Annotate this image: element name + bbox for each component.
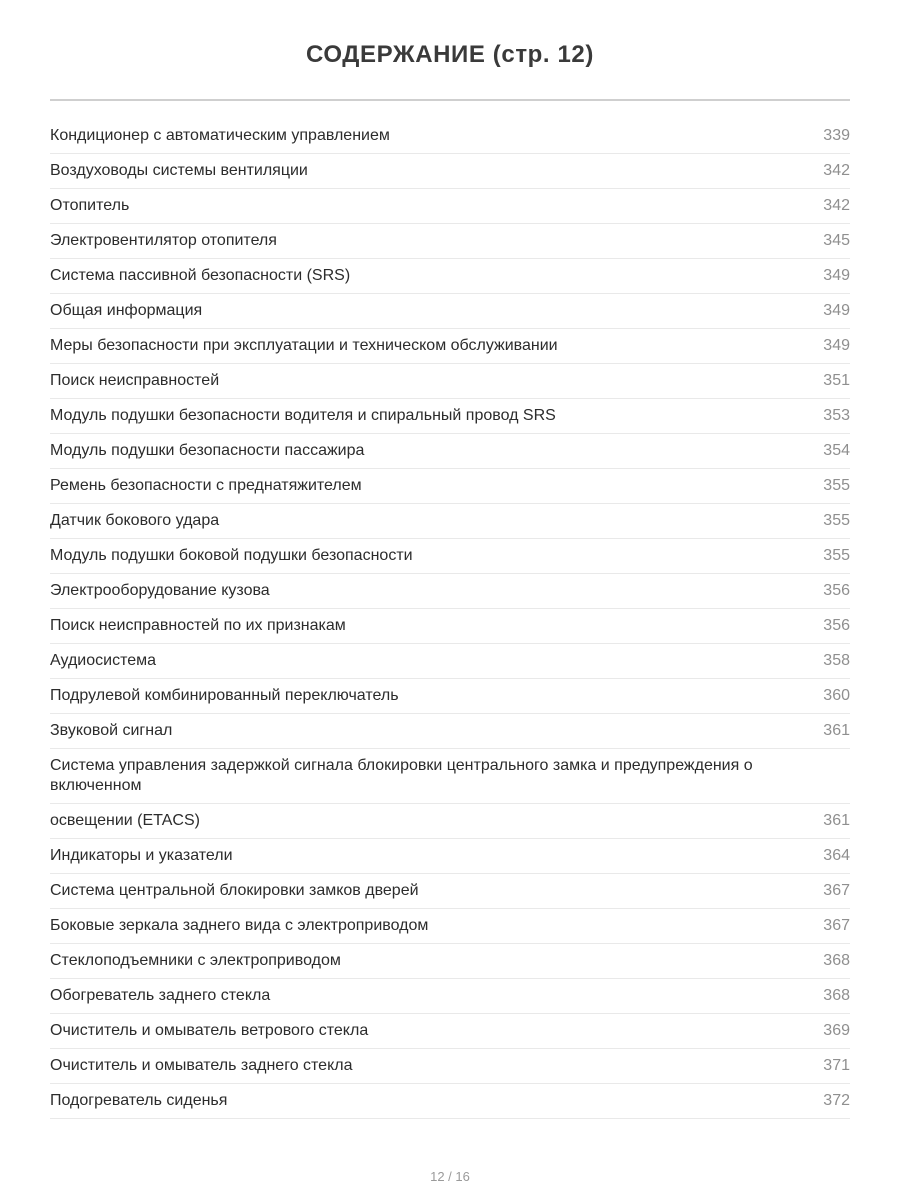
toc-entry-page: 355 (823, 512, 850, 529)
toc-row (50, 434, 850, 469)
toc-entry-label: Звуковой сигнал (50, 722, 173, 739)
toc-row (50, 329, 850, 364)
toc-entry-label: Отопитель (50, 197, 130, 214)
toc-entry-page: 342 (823, 197, 850, 214)
toc-row (50, 364, 850, 399)
toc-entry-page: 367 (823, 882, 850, 899)
toc-entry-label: Датчик бокового удара (50, 512, 220, 529)
toc-entry-page: 367 (823, 917, 850, 934)
toc-row (50, 224, 850, 259)
toc-entry-page: 354 (823, 442, 850, 459)
toc-entry-page: 345 (823, 232, 850, 249)
toc-entry-label: Аудиосистема (50, 652, 157, 669)
toc-row (50, 399, 850, 434)
toc-entry-page: 368 (823, 952, 850, 969)
toc-entry-label: Очиститель и омыватель ветрового стекла (50, 1022, 369, 1039)
page-title: СОДЕРЖАНИЕ (стр. 12) (306, 41, 594, 68)
toc-entry-label: Поиск неисправностей (50, 372, 220, 389)
toc-entry-page: 349 (823, 337, 850, 354)
toc-entry-page: 339 (823, 127, 850, 144)
toc-row (50, 644, 850, 679)
toc-row (50, 119, 850, 154)
toc-list (50, 119, 850, 1119)
toc-entry-label: Меры безопасности при эксплуатации и техническом обслуживании (50, 337, 558, 354)
toc-entry-label: Модуль подушки безопасности пассажира (50, 442, 365, 459)
toc-entry-page: 368 (823, 987, 850, 1004)
toc-row (50, 839, 850, 874)
toc-entry-page: 349 (823, 267, 850, 284)
toc-row (50, 539, 850, 574)
toc-row (50, 189, 850, 224)
toc-entry-page: 356 (823, 582, 850, 599)
toc-row (50, 469, 850, 504)
toc-entry-label: Очиститель и омыватель заднего стекла (50, 1057, 353, 1074)
toc-entry-label: Модуль подушки безопасности водителя и спиральный провод SRS (50, 407, 556, 424)
toc-entry-label: Воздуховоды системы вентиляции (50, 162, 308, 179)
toc-entry-page: 361 (823, 812, 850, 829)
toc-entry-label: Электровентилятор отопителя (50, 232, 277, 249)
toc-row (50, 944, 850, 979)
title-divider (50, 99, 850, 101)
toc-entry-label: освещении (ETACS) (50, 812, 200, 829)
toc-entry-label: Поиск неисправностей по их признакам (50, 617, 346, 634)
toc-entry-label: Система пассивной безопасности (SRS) (50, 267, 351, 284)
toc-entry-label: Модуль подушки боковой подушки безопасности (50, 547, 413, 564)
toc-entry-page: 353 (823, 407, 850, 424)
toc-entry-page: 364 (823, 847, 850, 864)
toc-entry-page: 356 (823, 617, 850, 634)
toc-row (50, 609, 850, 644)
toc-row (50, 1084, 850, 1119)
toc-entry-page: 361 (823, 722, 850, 739)
toc-entry-label: Кондиционер с автоматическим управлением (50, 127, 390, 144)
toc-row (50, 909, 850, 944)
toc-row (50, 714, 850, 749)
toc-row (50, 154, 850, 189)
toc-entry-label: Общая информация (50, 302, 203, 319)
toc-entry-label: Обогреватель заднего стекла (50, 987, 271, 1004)
toc-entry-label: Боковые зеркала заднего вида с электроприводом (50, 917, 429, 934)
toc-entry-label: Подрулевой комбинированный переключатель (50, 687, 399, 704)
toc-entry-label: Стеклоподъемники с электроприводом (50, 952, 341, 969)
toc-entry-label: Система управления задержкой сигнала блокировки центрального замка и предупреждения о включенном (50, 757, 753, 794)
toc-entry-page: 372 (823, 1092, 850, 1109)
toc-entry-label: Система центральной блокировки замков дверей (50, 882, 419, 899)
toc-row (50, 874, 850, 909)
toc-entry-page: 349 (823, 302, 850, 319)
toc-entry-page: 358 (823, 652, 850, 669)
toc-entry-page: 351 (823, 372, 850, 389)
toc-entry-page: 355 (823, 477, 850, 494)
toc-entry-page: 369 (823, 1022, 850, 1039)
toc-row (50, 574, 850, 609)
toc-entry-page: 342 (823, 162, 850, 179)
toc-entry-page: 360 (823, 687, 850, 704)
toc-row (50, 979, 850, 1014)
toc-entry-page: 355 (823, 547, 850, 564)
toc-row (50, 679, 850, 714)
toc-row (50, 294, 850, 329)
toc-row (50, 259, 850, 294)
toc-row (50, 504, 850, 539)
toc-entry-label: Подогреватель сиденья (50, 1092, 228, 1109)
toc-row (50, 1049, 850, 1084)
toc-entry-label: Индикаторы и указатели (50, 847, 233, 864)
toc-row (50, 804, 850, 839)
toc-row (50, 1014, 850, 1049)
toc-entry-label: Ремень безопасности с преднатяжителем (50, 477, 362, 494)
toc-entry-page: 371 (823, 1057, 850, 1074)
toc-row (50, 749, 850, 804)
page-indicator: 12 / 16 (430, 1169, 470, 1184)
toc-entry-label: Электрооборудование кузова (50, 582, 270, 599)
